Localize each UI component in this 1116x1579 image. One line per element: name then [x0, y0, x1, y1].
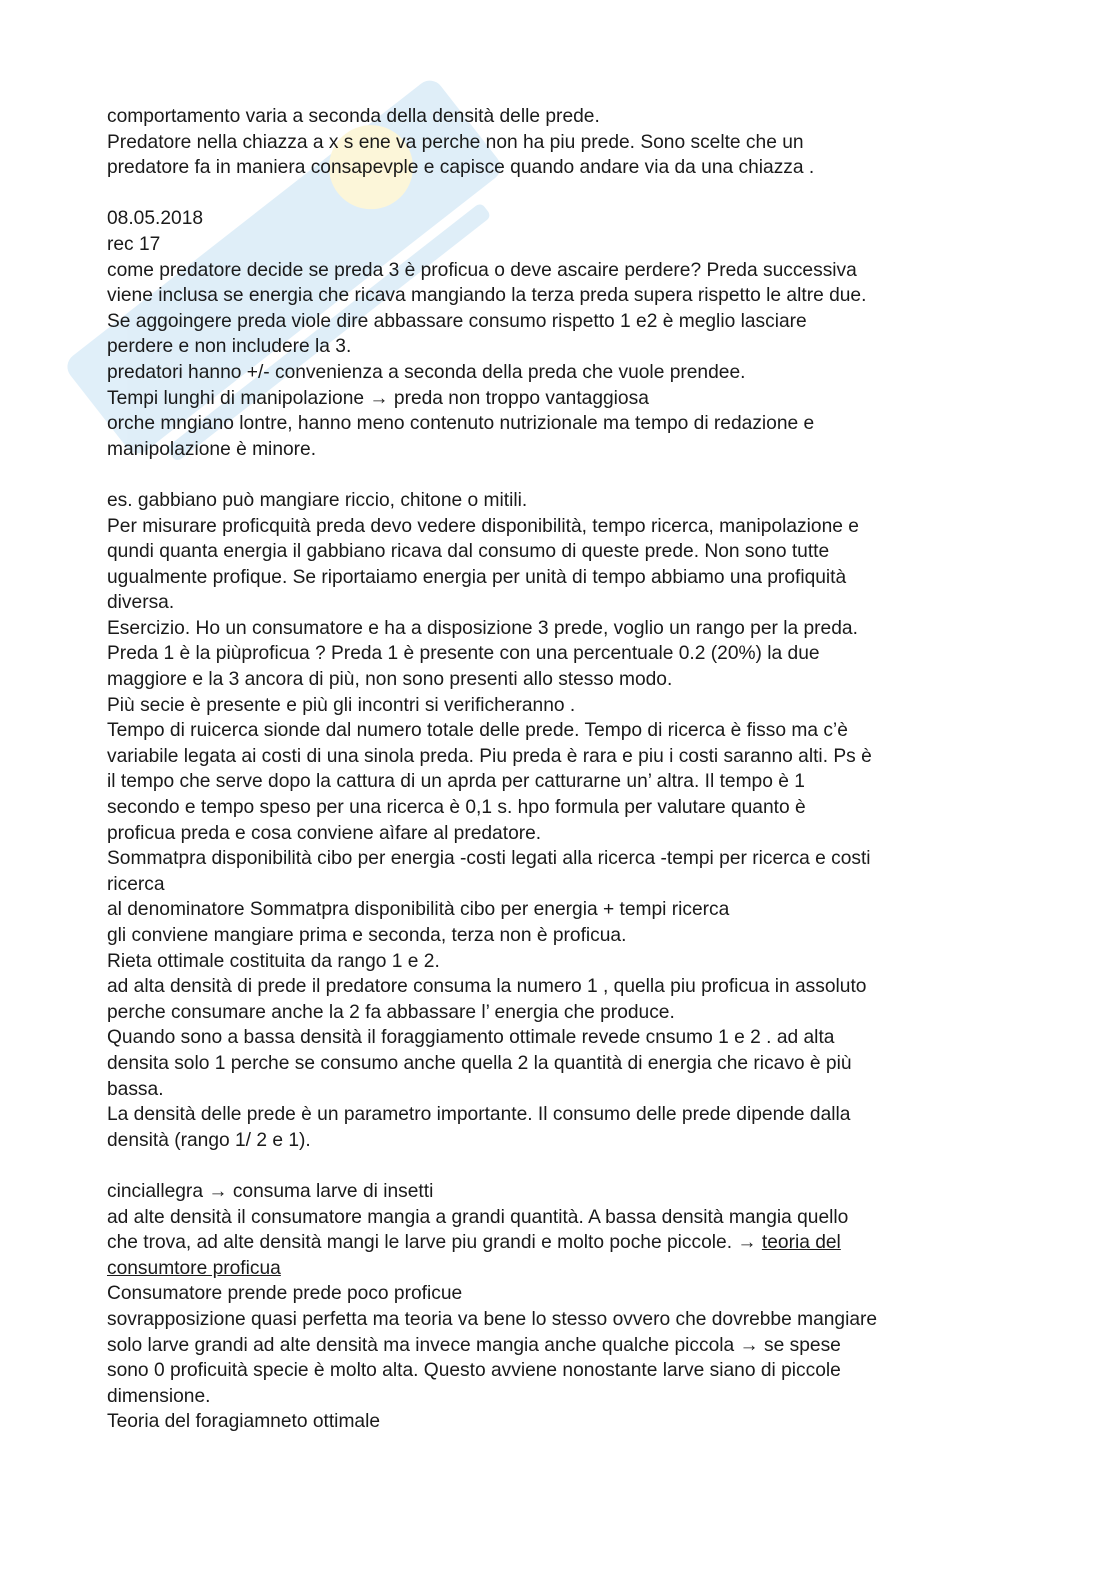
text-line: densita solo 1 perche se consumo anche quella 2 la quantità di energia che ricavo è più [107, 1052, 852, 1074]
text-line: predatori hanno +/- convenienza a seconda della preda che vuole prendee. [107, 361, 746, 383]
text-line: sono 0 proficuità specie è molto alta. Questo avviene nonostante larve siano di piccole [107, 1360, 841, 1382]
text-line: ugualmente profique. Se riportaiamo energia per unità di tempo abbiamo una profiquità [107, 566, 847, 588]
paragraph-intro [107, 104, 1017, 181]
text-line: La densità delle prede è un parametro importante. Il consumo delle prede dipende dalla [107, 1104, 851, 1126]
lesson-label: rec 17 [107, 233, 161, 255]
text-line: come predatore decide se preda 3 è proficua o deve ascaire perdere? Preda successiva [107, 259, 857, 281]
text-line: densità (rango 1/ 2 e 1). [107, 1129, 311, 1151]
text-line: ricerca [107, 873, 165, 895]
paragraph-great-tit [107, 1179, 1017, 1435]
spacer [107, 181, 1017, 207]
text-line: dimensione. [107, 1385, 211, 1407]
text-line: maggiore e la 3 ancora di più, non sono presenti allo stesso modo. [107, 669, 673, 691]
text-line: ad alta densità di prede il predatore consuma la numero 1 , quella piu proficua in assoluto [107, 976, 867, 998]
spacer [107, 462, 1017, 488]
text-line: Rieta ottimale costituita da rango 1 e 2. [107, 950, 440, 972]
text-line: viene inclusa se energia che ricava mangiando la terza preda supera rispetto le altre due. [107, 285, 867, 307]
date-line: 08.05.2018 [107, 208, 204, 230]
text-line: variabile legata ai costi di una sinola preda. Piu preda è rara e piu i costi saranno alti. Ps è [107, 745, 872, 767]
notes-body [107, 104, 1017, 1435]
spacer [107, 1153, 1017, 1179]
text-fragment: che trova, ad alte densità mangi le larve piu grandi e molto poche piccole. → [107, 1232, 762, 1254]
text-line: orche mngiano lontre, hanno meno contenuto nutrizionale ma tempo di redazione e [107, 413, 815, 435]
text-line: Tempi lunghi di manipolazione → preda non troppo vantaggiosa [107, 387, 649, 409]
text-line: diversa. [107, 592, 175, 614]
text-line: comportamento varia a seconda della densità delle prede. [107, 106, 600, 127]
text-line: perche consumare anche la 2 fa abbassare l’ energia che produce. [107, 1001, 675, 1023]
text-line: Esercizio. Ho un consumatore e ha a disposizione 3 prede, voglio un rango per la preda. [107, 617, 858, 639]
text-line: Per misurare proficquità preda devo vedere disponibilità, tempo ricerca, manipolazione e [107, 515, 859, 537]
text-line: gli conviene mangiare prima e seconda, terza non è proficua. [107, 925, 627, 946]
text-line: Teoria del foragiamneto ottimale [107, 1411, 381, 1433]
text-line: proficua preda e cosa conviene aìfare al predatore. [107, 822, 542, 844]
theory-link[interactable]: teoria del [761, 1232, 841, 1254]
text-line: Sommatpra disponibilità cibo per energia -costi legati alla ricerca -tempi per ricerca e costi [107, 848, 871, 870]
text-line: es. gabbiano può mangiare riccio, chitone o mitili. [107, 489, 528, 511]
text-line: secondo e tempo speso per una ricerca è 0,1 s. hpo formula per valutare quanto è [107, 797, 806, 819]
paragraph-gull-example [107, 488, 1017, 1153]
theory-link-continued[interactable]: consumtore proficua [107, 1257, 281, 1279]
text-line: Tempo di ruicerca sionde dal numero totale delle prede. Tempo di ricerca è fisso ma c’è [107, 720, 848, 742]
text-line: cinciallegra → consuma larve di insetti [107, 1180, 434, 1202]
text-line: Più secie è presente e più gli incontri si verificheranno . [107, 694, 576, 716]
text-line: Se aggoingere preda viole dire abbassare consumo rispetto 1 e2 è meglio lasciare [107, 310, 807, 332]
text-line: solo larve grandi ad alte densità ma invece mangia anche qualche piccola → se spese [107, 1334, 841, 1356]
text-line: predatore fa in maniera consapevple e capisce quando andare via da una chiazza . [107, 157, 815, 179]
text-line: Quando sono a bassa densità il foraggiamento ottimale revede cnsumo 1 e 2 . ad alta [107, 1027, 835, 1049]
text-line: il tempo che serve dopo la cattura di un aprda per catturarne un’ altra. Il tempo è 1 [107, 771, 805, 793]
text-line-with-link [107, 1230, 1017, 1256]
text-line: ad alte densità il consumatore mangia a grandi quantità. A bassa densità mangia quello [107, 1206, 849, 1228]
text-line: perdere e non includere la 3. [107, 336, 352, 358]
text-line: qundi quanta energia il gabbiano ricava dal consumo di queste prede. Non sono tutte [107, 541, 830, 563]
text-line: bassa. [107, 1078, 164, 1100]
text-line: Consumatore prende prede poco proficue [107, 1283, 463, 1305]
text-line: Preda 1 è la piùproficua ? Preda 1 è presente con una percentuale 0.2 (20%) la due [107, 643, 820, 665]
text-line: manipolazione è minore. [107, 438, 317, 460]
text-line: Predatore nella chiazza a x s ene va perche non ha piu prede. Sono scelte che un [107, 131, 804, 153]
text-line: al denominatore Sommatpra disponibilità cibo per energia + tempi ricerca [107, 899, 730, 921]
text-line-with-link [107, 1256, 1017, 1282]
paragraph-lesson-17 [107, 206, 1017, 462]
text-line: sovrapposizione quasi perfetta ma teoria va bene lo stesso ovvero che dovrebbe mangiare [107, 1308, 878, 1330]
